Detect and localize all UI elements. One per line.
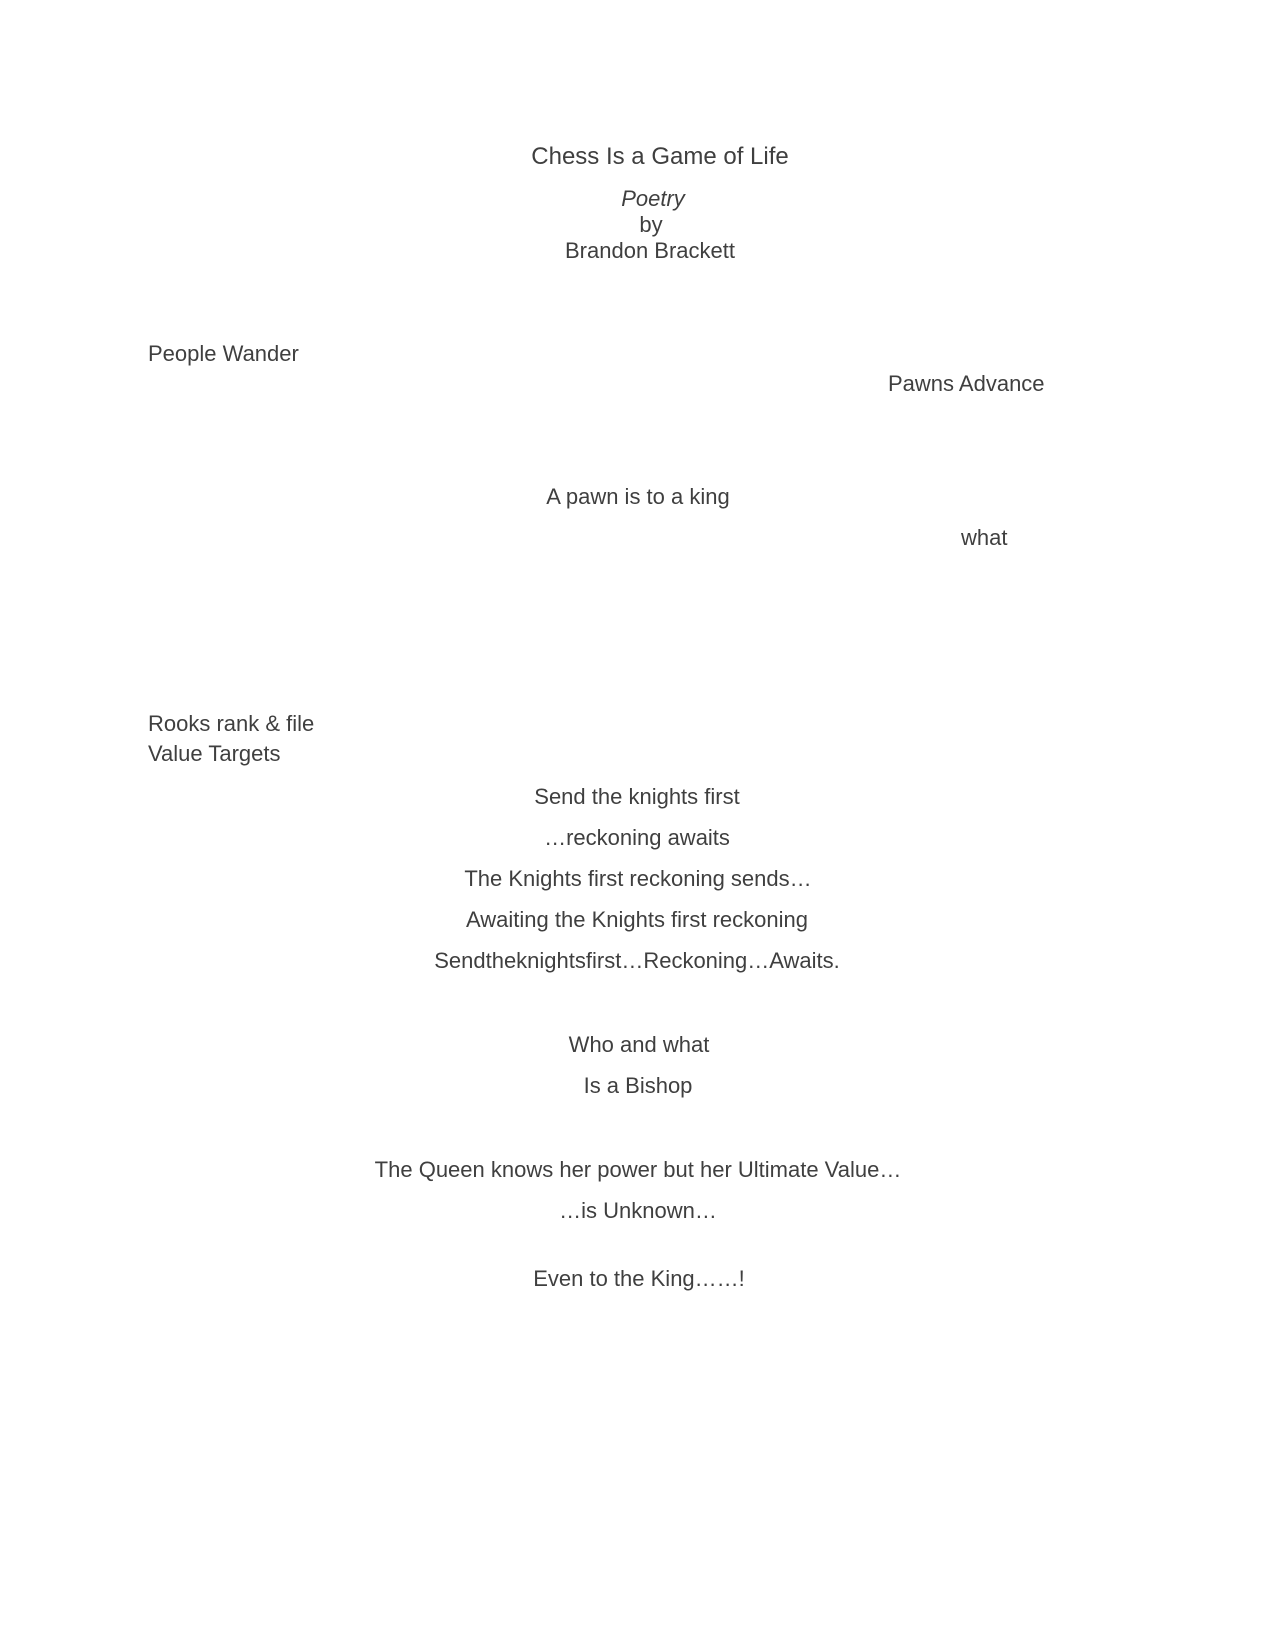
line-pawns-advance: Pawns Advance xyxy=(888,371,1045,396)
line-queen-1: The Queen knows her power but her Ultimate Value… xyxy=(374,1157,902,1182)
line-rooks: Rooks rank & file xyxy=(148,711,315,736)
line-knights-1: Send the knights first xyxy=(534,784,740,809)
poem-author: Brandon Brackett xyxy=(565,238,735,263)
line-queen-2: …is Unknown… xyxy=(559,1198,717,1223)
line-knights-4: Awaiting the Knights first reckoning xyxy=(466,907,808,932)
line-knights-5: Sendtheknightsfirst…Reckoning…Awaits. xyxy=(434,948,840,973)
poem-genre: Poetry xyxy=(621,186,685,211)
line-knights-3: The Knights first reckoning sends… xyxy=(464,866,812,891)
line-value-targets: Value Targets xyxy=(148,741,281,766)
line-knights-2: …reckoning awaits xyxy=(544,825,730,850)
line-bishop-1: Who and what xyxy=(568,1032,710,1057)
line-pawn-to-king: A pawn is to a king xyxy=(546,484,730,509)
line-what: what xyxy=(961,525,1008,550)
line-king: Even to the King……! xyxy=(533,1266,745,1291)
line-bishop-2: Is a Bishop xyxy=(583,1073,693,1098)
poem-title: Chess Is a Game of Life xyxy=(531,143,789,170)
byline-by: by xyxy=(639,212,663,237)
line-people-wander: People Wander xyxy=(148,341,299,366)
